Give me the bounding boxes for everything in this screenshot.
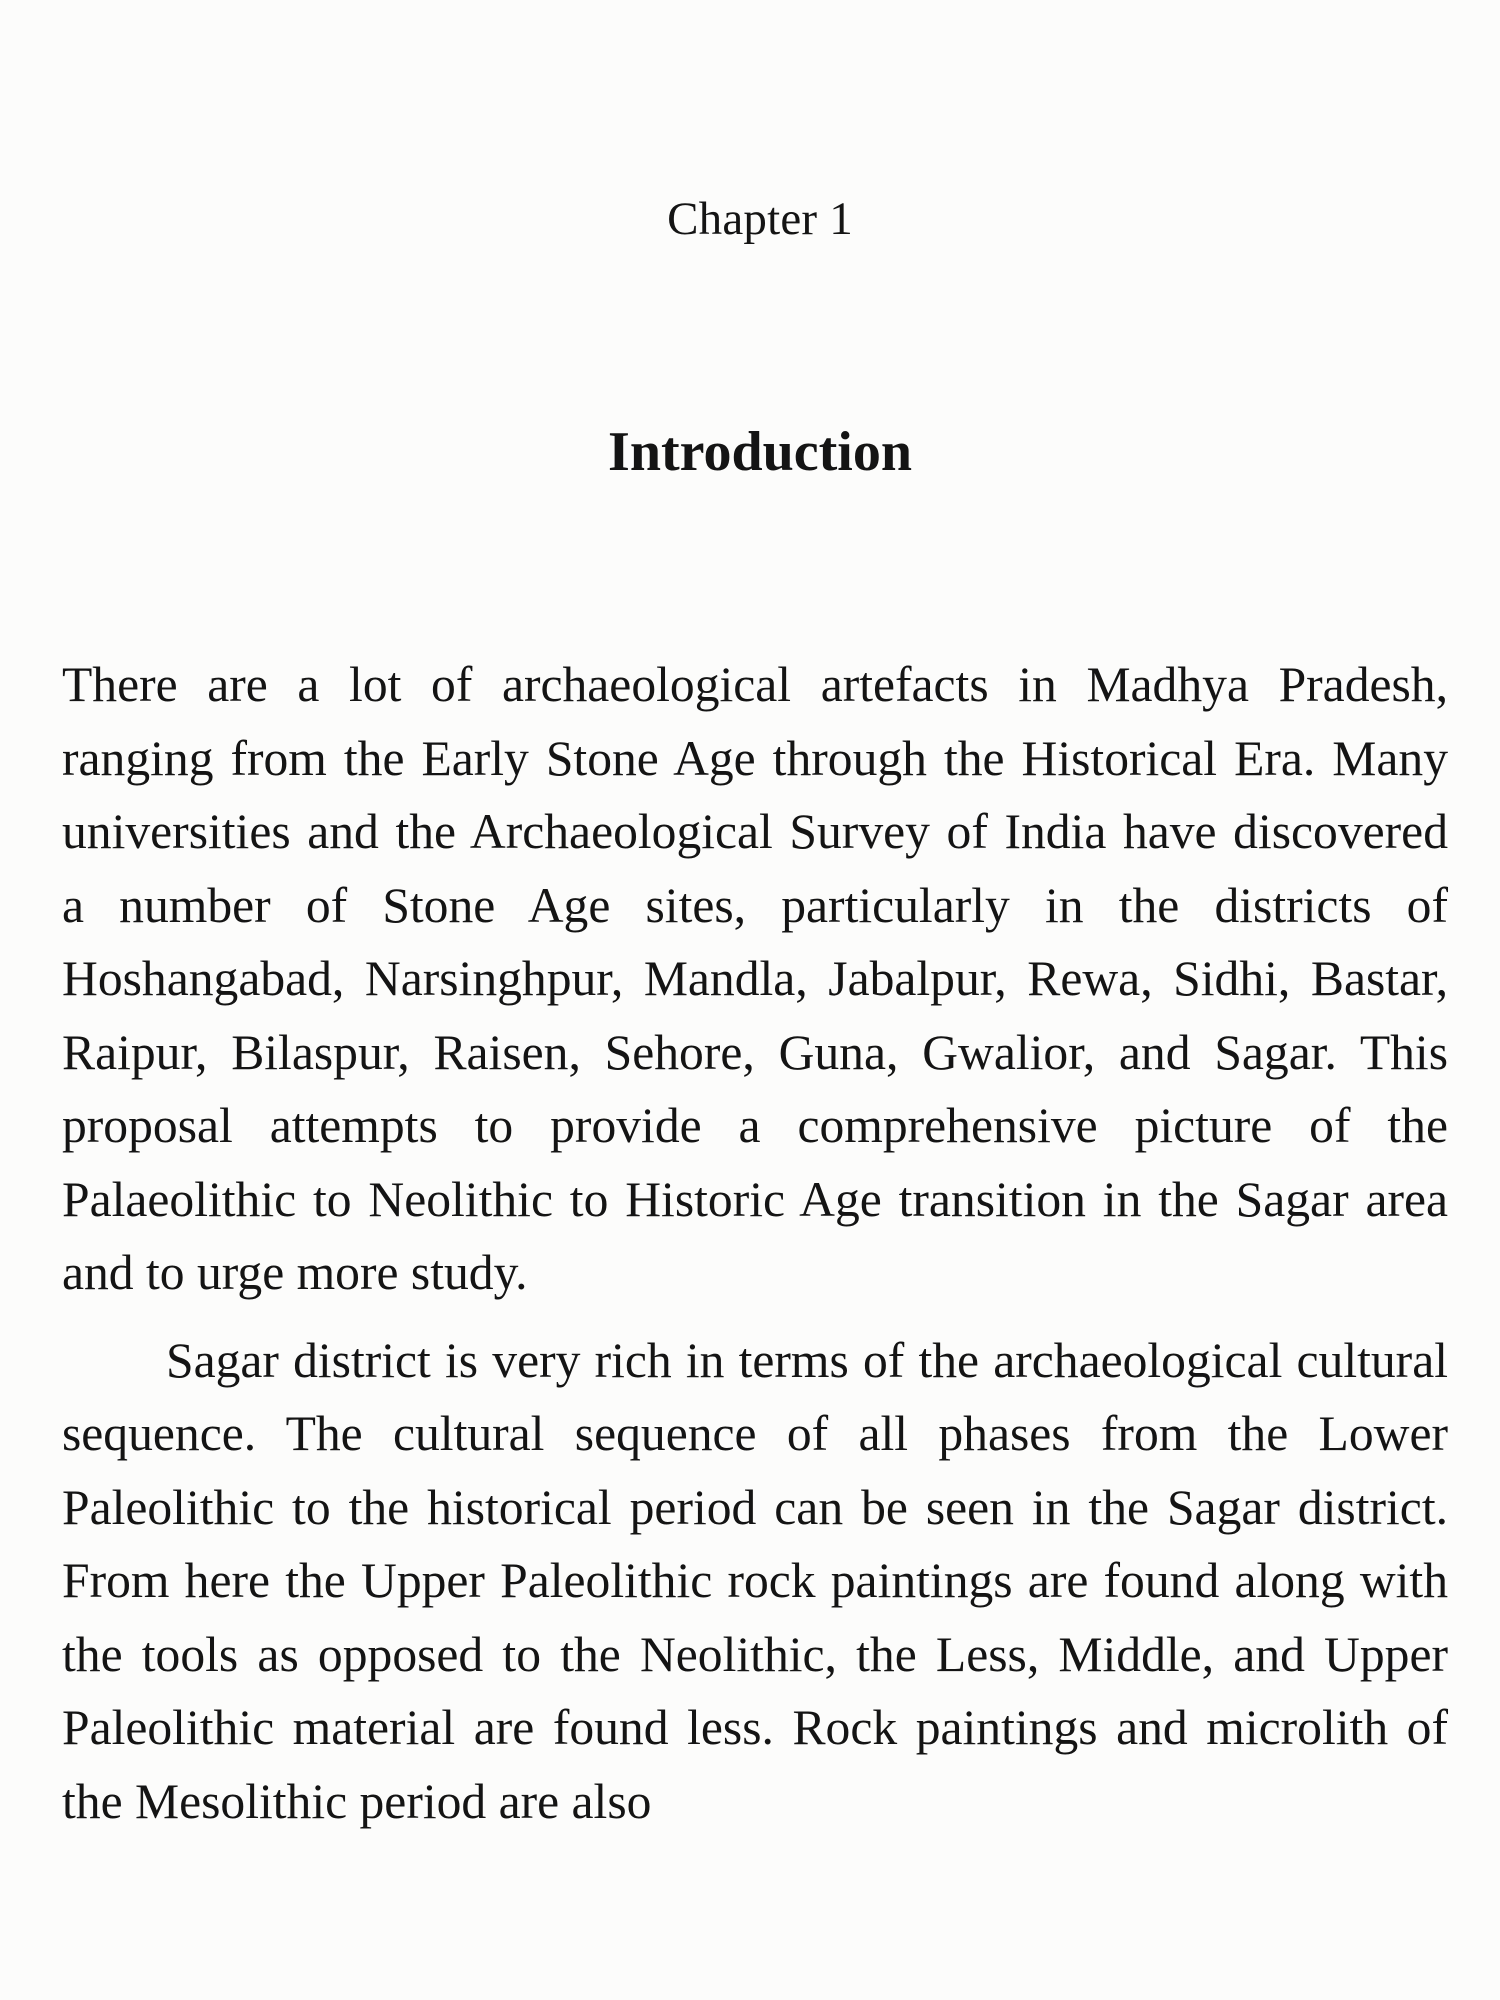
chapter-title: Introduction: [608, 421, 912, 483]
chapter-number: Chapter 1: [667, 193, 853, 245]
paragraph-2: Sagar district is very rich in terms of the archaeological cultural sequence. The cultural sequence of all phases from the Lower Paleolithic to the historical period can be seen in the Sagar district. From here the Upper Paleolithic rock paintings are found along with the tools as opposed to the Neolithic, the Less, Middle, and Upper Paleolithic material are found less. Rock paintings and microlith of the Mesolithic period are also: [62, 1332, 1448, 1829]
body-text: [62, 648, 1448, 1838]
paragraph-1: There are a lot of archaeological artefacts in Madhya Pradesh, ranging from the Early Stone Age through the Historical Era. Many universities and the Archaeological Survey of India have discovered a number of Stone Age sites, particularly in the districts of Hoshangabad, Narsinghpur, Mandla, Jabalpur, Rewa, Sidhi, Bastar, Raipur, Bilaspur, Raisen, Sehore, Guna, Gwalior, and Sagar. This proposal attempts to provide a comprehensive picture of the Palaeolithic to Neolithic to Historic Age transition in the Sagar area and to urge more study.: [62, 657, 1448, 1300]
